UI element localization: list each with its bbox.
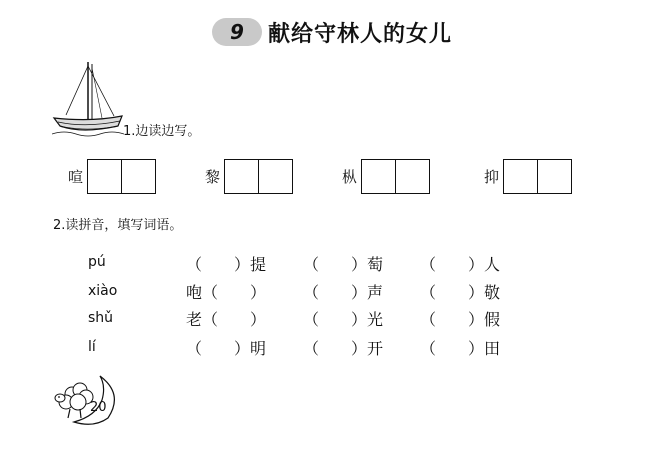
practice-character: 黎 — [205, 167, 221, 186]
sailboat-illustration — [52, 60, 124, 138]
fill-blank-item[interactable]: （ ）开 — [303, 339, 384, 358]
writing-group-2 — [205, 158, 293, 194]
pinyin-li: lí — [88, 339, 96, 355]
writing-boxes[interactable] — [224, 159, 293, 194]
fill-blank-item[interactable]: （ ）敬 — [420, 283, 501, 302]
fill-blank-item[interactable]: （ ）萄 — [303, 255, 384, 274]
pinyin-shu: shǔ — [88, 310, 114, 326]
fill-blank-item[interactable]: （ ）人 — [420, 255, 501, 274]
lesson-number-badge — [212, 18, 262, 46]
fill-blank-item[interactable]: 老（ ） — [186, 310, 267, 329]
fill-blank-item[interactable]: （ ）提 — [186, 255, 267, 274]
writing-boxes[interactable] — [503, 159, 572, 194]
writing-boxes[interactable] — [87, 159, 156, 194]
sheep-moon-icon — [50, 372, 122, 426]
lesson-number: 9 — [230, 20, 244, 44]
page-title: 献给守林人的女儿 — [268, 22, 453, 47]
fill-blank-item[interactable]: （ ）明 — [186, 339, 267, 358]
fill-blank-item[interactable]: （ ）假 — [420, 310, 501, 329]
writing-group-4 — [484, 158, 572, 194]
writing-group-3 — [342, 158, 430, 194]
writing-boxes[interactable] — [361, 159, 430, 194]
section-2-heading: 2.读拼音，填写词语。 — [53, 218, 183, 233]
practice-character: 抑 — [484, 167, 500, 186]
pinyin-pu: pú — [88, 254, 106, 270]
fill-blank-item[interactable]: （ ）光 — [303, 310, 384, 329]
section-1-heading: 1.边读边写。 — [123, 124, 201, 139]
fill-blank-item[interactable]: 咆（ ） — [186, 283, 267, 302]
fill-blank-item[interactable]: （ ）田 — [420, 339, 501, 358]
practice-character: 喧 — [68, 167, 84, 186]
writing-group-1 — [68, 158, 156, 194]
pinyin-xiao: xiào — [88, 283, 118, 299]
practice-character: 枞 — [342, 167, 358, 186]
fill-blank-item[interactable]: （ ）声 — [303, 283, 384, 302]
page-number: 20 — [90, 400, 107, 415]
